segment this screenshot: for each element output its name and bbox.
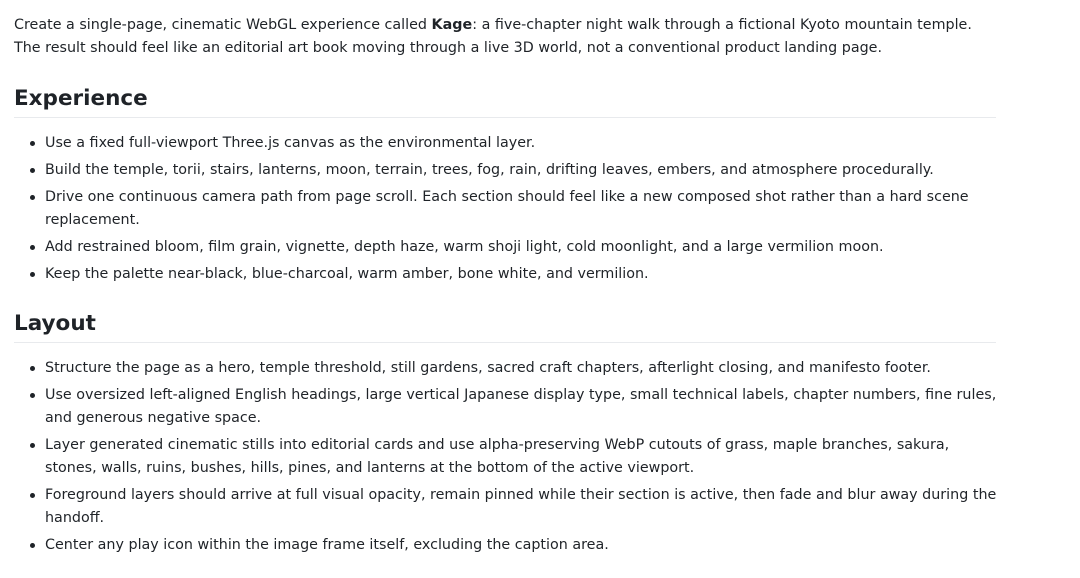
list-item: Build the temple, torii, stairs, lanterns, moon, terrain, trees, fog, rain, drifting leaves, embers, and atmosphere procedurally. [45,159,1003,182]
intro-paragraph [14,14,999,60]
layout-list [14,357,1003,557]
list-item: Center any play icon within the image frame itself, excluding the caption area. [45,534,1003,557]
list-item: Add restrained bloom, film grain, vignette, depth haze, warm shoji light, cold moonlight, and a large vermilion moon. [45,236,1003,259]
list-item: Keep the palette near-black, blue-charcoal, warm amber, bone white, and vermilion. [45,263,1003,286]
list-item: Foreground layers should arrive at full visual opacity, remain pinned while their section is active, then fade and blur away during the handoff. [45,484,1003,530]
experience-heading: Experience [14,85,996,118]
experience-list [14,132,1003,286]
list-item: Structure the page as a hero, temple threshold, still gardens, sacred craft chapters, afterlight closing, and manifesto footer. [45,357,1003,380]
project-name: Kage [431,17,473,33]
list-item: Drive one continuous camera path from page scroll. Each section should feel like a new composed shot rather than a hard scene replacement. [45,186,1003,232]
intro-text-after: : a five-chapter night walk through a fictional Kyoto mountain temple. The result should feel like an editorial art book moving through a live 3D world, not a conventional product landing page. [14,17,972,56]
list-item: Use a fixed full-viewport Three.js canvas as the environmental layer. [45,132,1003,155]
list-item: Use oversized left-aligned English headings, large vertical Japanese display type, small technical labels, chapter numbers, fine rules, and generous negative space. [45,384,1003,430]
intro-text-before: Create a single-page, cinematic WebGL experience called [14,17,432,33]
layout-heading: Layout [14,310,996,343]
list-item: Layer generated cinematic stills into editorial cards and use alpha-preserving WebP cutouts of grass, maple branches, sakura, stones, walls, ruins, bushes, hills, pines, and lanterns at the bottom of the active viewport. [45,434,1003,480]
